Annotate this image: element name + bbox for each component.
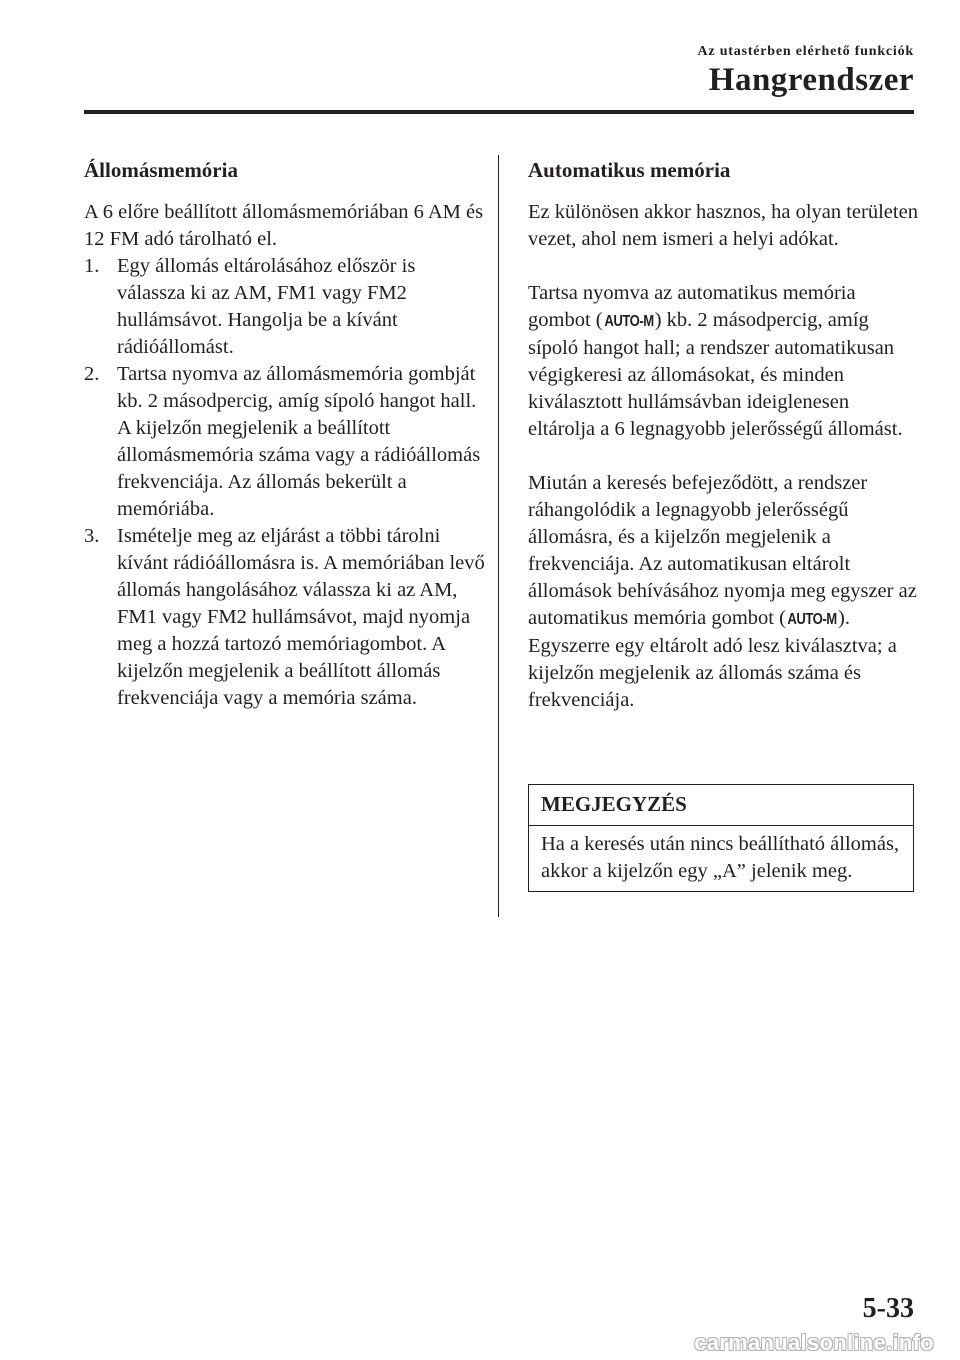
step-number: 1. bbox=[84, 255, 100, 277]
step-number: 3. bbox=[84, 525, 100, 547]
list-item bbox=[84, 253, 486, 361]
step-text: Egy állomás eltárolásához először is válassza ki az AM, FM1 vagy FM2 hullámsávot. Hangolja be a kívánt rádióállomást. bbox=[117, 255, 416, 358]
section-heading-station-memory: Állomásmemória bbox=[84, 158, 238, 182]
auto-memory-paragraph-2 bbox=[528, 280, 918, 443]
left-column bbox=[84, 157, 486, 712]
column-divider bbox=[498, 155, 499, 917]
paragraph-text: Miután a keresés befejeződött, a rendszer ráhangolódik a legnagyobb jelerősségű állomásra, és a kijelzőn megjelenik a frekvenciája. Az automatikusan eltárolt állomások behívásához nyomja meg egyszer az automatikus memória gombot ( bbox=[528, 472, 917, 629]
page-number: 5-33 bbox=[862, 1293, 914, 1324]
steps-list bbox=[84, 253, 486, 712]
step-number: 2. bbox=[84, 363, 100, 385]
paragraph-text: Tartsa nyomva az automatikus memória gombot ( bbox=[528, 282, 856, 331]
list-item bbox=[84, 361, 486, 523]
auto-m-button-label: AUTO-M bbox=[604, 313, 654, 330]
auto-memory-paragraph-3 bbox=[528, 470, 918, 714]
auto-memory-paragraph-1: Ez különösen akkor hasznos, ha olyan területen vezet, ahol nem ismeri a helyi adókat. bbox=[528, 201, 918, 250]
paragraph-text: ) kb. 2 másodpercig, amíg sípoló hangot hall; a rendszer automatikusan végigkeresi az állomásokat, és minden kiválasztott hullámsávban ideiglenesen eltárolja a 6 legnagyobb jelerősségű állomást. bbox=[528, 309, 903, 440]
step-text: Ismételje meg az eljárást a többi tárolni kívánt rádióállomásra is. A memóriában levő állomás hangolásához válassza ki az AM, FM1 vagy FM2 hullámsávot, majd nyomja meg a hozzá tartozó memóriagombot. A kijelzőn megjelenik a beállított állomás frekvenciája vagy a memória száma. bbox=[117, 525, 485, 709]
page-title: Hangrendszer bbox=[708, 62, 914, 98]
step-text: Tartsa nyomva az állomásmemória gombját kb. 2 másodpercig, amíg sípoló hangot hall. A kijelzőn megjelenik a beállított állomásmemória száma vagy a rádióállomás frekvenciája. Az állomás bekerült a memóriába. bbox=[117, 363, 481, 520]
section-subtitle: Az utastérben elérhető funkciók bbox=[697, 44, 914, 59]
note-title: MEGJEGYZÉS bbox=[529, 785, 913, 826]
footer-watermark: carmanualsonline.info bbox=[694, 1330, 934, 1355]
auto-m-button-label: AUTO-M bbox=[787, 611, 837, 628]
section-heading-auto-memory: Automatikus memória bbox=[528, 158, 731, 182]
list-item bbox=[84, 523, 486, 712]
note-body: Ha a keresés után nincs beállítható állomás, akkor a kijelzőn egy „A” jelenik meg. bbox=[541, 833, 900, 882]
paragraph-text: ). Egyszerre egy eltárolt adó lesz kiválasztva; a kijelzőn megjelenik az állomás száma és frekvenciája. bbox=[528, 607, 897, 711]
right-column bbox=[528, 157, 918, 714]
note-box bbox=[528, 784, 914, 892]
header-rule bbox=[84, 110, 914, 114]
intro-paragraph: A 6 előre beállított állomásmemóriában 6 AM és 12 FM adó tárolható el. bbox=[84, 201, 484, 250]
